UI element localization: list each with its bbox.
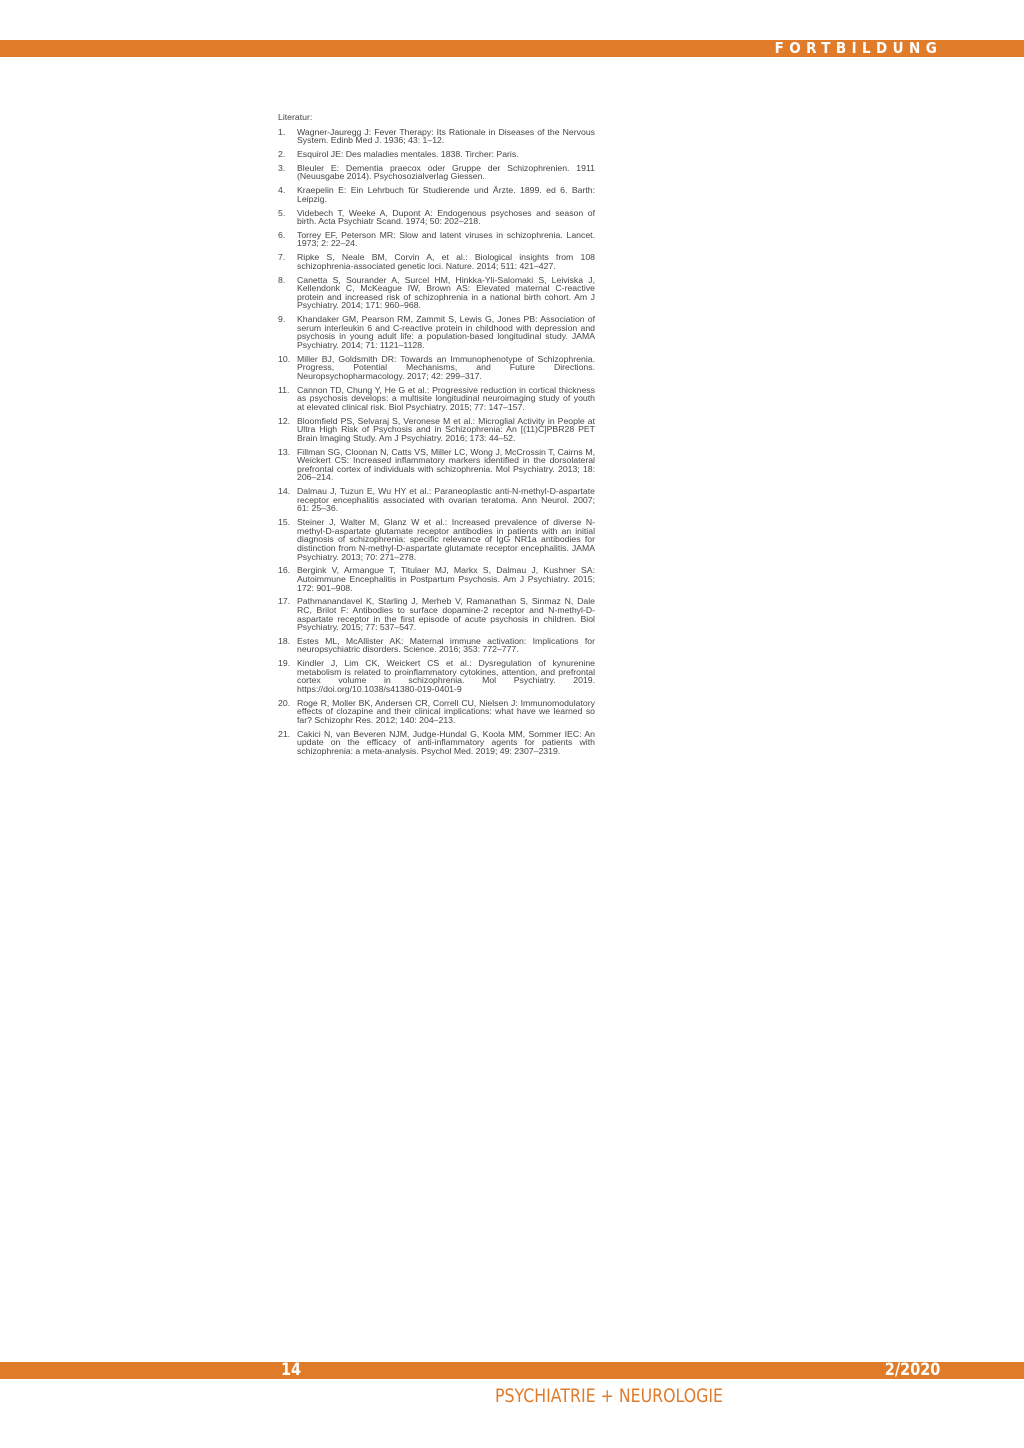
- section-label: FORTBILDUNG: [774, 39, 942, 57]
- reference-text: Khandaker GM, Pearson RM, Zammit S, Lewis G, Jones PB: Association of serum interleukin 6 and C-reactive protein in childhood with depression and psychosis in young adult life: a population-based longitudinal study. JAMA Psychiatry. 2014; 71: 1121–1128.: [297, 314, 595, 350]
- reference-item: [278, 566, 595, 592]
- footer-band: [0, 1362, 1024, 1379]
- reference-text: Videbech T, Weeke A, Dupont A: Endogenous psychoses and season of birth. Acta Psychiatr Scand. 1974; 50: 202–218.: [297, 207, 595, 227]
- reference-text: Esquirol JE: Des maladies mentales. 1838. Tircher: Paris.: [297, 148, 519, 159]
- reference-item: [278, 253, 595, 270]
- reference-number: 17.: [278, 596, 291, 607]
- reference-text: Kindler J, Lim CK, Weickert CS et al.: Dysregulation of kynurenine metabolism is related to proinflammatory cytokines, attention, and prefrontal cortex volume in schizophrenia. Mol Psychiatry. 2019. https://doi.org/10.1038/s41380-019-0401-9: [297, 658, 595, 695]
- page-number: 14: [281, 1360, 302, 1380]
- reference-number: 8.: [278, 274, 286, 285]
- reference-item: [278, 164, 595, 181]
- reference-number: 16.: [278, 565, 291, 576]
- reference-number: 1.: [278, 126, 286, 137]
- reference-text: Kraepelin E: Ein Lehrbuch für Studierende und Ärzte. 1899. ed 6. Barth: Leipzig.: [297, 185, 595, 204]
- reference-text: Fillman SG, Cloonan N, Catts VS, Miller LC, Wong J, McCrossin T, Cairns M, Weickert CS: Increased inflammatory markers identified in the dorsolateral prefrontal cortex of individuals with schizophrenia. Mol Psychiatry. 2013; 18: 206–214.: [297, 446, 595, 483]
- reference-item: [278, 186, 595, 203]
- reference-number: 21.: [278, 728, 291, 739]
- reference-item: [278, 355, 595, 381]
- reference-item: [278, 315, 595, 349]
- reference-number: 2.: [278, 148, 286, 159]
- reference-text: Miller BJ, Goldsmith DR: Towards an Immunophenotype of Schizophrenia. Progress, Potential Mechanisms, and Future Directions. Neuropsychopharmacology. 2017; 42: 299–317.: [297, 353, 595, 381]
- reference-item: [278, 448, 595, 482]
- reference-item: [278, 699, 595, 725]
- reference-text: Pathmanandavel K, Starling J, Merheb V, Ramanathan S, Sinmaz N, Dale RC, Brilot F: Antibodies to surface dopamine-2 receptor and N-methyl-D-aspartate receptor in the first episode of acute psychosis in children. Biol Psychiatry. 2015; 77: 537–547.: [297, 596, 595, 633]
- reference-number: 15.: [278, 517, 291, 528]
- reference-number: 20.: [278, 697, 291, 708]
- reference-item: [278, 637, 595, 654]
- reference-number: 3.: [278, 162, 286, 173]
- reference-text: Cakici N, van Beveren NJM, Judge-Hundal G, Koola MM, Sommer IEC: An update on the efficacy of anti-inflammatory agents for patients with schizophrenia: a meta-analysis. Psychol Med. 2019; 49: 2307–2319.: [297, 728, 595, 756]
- reference-number: 5.: [278, 207, 286, 218]
- reference-text: Estes ML, McAllister AK: Maternal immune activation: Implications for neuropsychiatric disorders. Science. 2016; 353: 772–777.: [297, 635, 595, 655]
- reference-item: [278, 597, 595, 631]
- reference-text: Torrey EF, Peterson MR: Slow and latent viruses in schizophrenia. Lancet. 1973; 2: 22–24.: [297, 229, 595, 249]
- reference-text: Bergink V, Armangue T, Titulaer MJ, Markx S, Dalmau J, Kushner SA: Autoimmune Encephalitis in Postpartum Psychosis. Am J Psychiatry. 2015; 172: 901–908.: [297, 565, 595, 593]
- reference-text: Roge R, Moller BK, Andersen CR, Correll CU, Nielsen J: Immunomodulatory effects of clozapine and their clinical implications: what have we learned so far? Schizophr Res. 2012; 140: 204–213.: [297, 697, 595, 725]
- reference-text: Bloomfield PS, Selvaraj S, Veronese M et al.: Microglial Activity in People at Ultra High Risk of Psychosis and in Schizophrenia: An [(11)C]PBR28 PET Brain Imaging Study. Am J Psychiatry. 2016; 173: 44–52.: [297, 415, 595, 443]
- reference-text: Wagner-Jauregg J: Fever Therapy: Its Rationale in Diseases of the Nervous System. Edinb Med J. 1936; 43: 1–12.: [297, 126, 595, 146]
- reference-number: 11.: [278, 384, 290, 395]
- reference-text: Cannon TD, Chung Y, He G et al.: Progressive reduction in cortical thickness as psychosis develops: a multisite longitudinal neuroimaging study of youth at elevated clinical risk. Biol Psychiatry. 2015; 77: 147–157.: [297, 384, 595, 412]
- journal-title: PSYCHIATRIE + NEUROLOGIE: [495, 1385, 723, 1407]
- reference-number: 13.: [278, 446, 291, 457]
- reference-item: [278, 730, 595, 756]
- reference-heading: Literatur:: [278, 112, 313, 122]
- reference-item: [278, 128, 595, 145]
- reference-number: 4.: [278, 185, 286, 196]
- reference-text: Steiner J, Walter M, Glanz W et al.: Increased prevalence of diverse N-methyl-D-aspartate glutamate receptor antibodies in patients with an initial diagnosis of schizophrenia: specific relevance of IgG NR1a antibodies for distinction from N-methyl-D-aspartate glutamate receptor encephalitis. JAMA Psychiatry. 2013; 70: 271–278.: [297, 517, 595, 562]
- reference-items: [278, 128, 595, 756]
- reference-number: 10.: [278, 353, 291, 364]
- reference-text: Bleuler E: Dementia praecox oder Gruppe der Schizophrenien. 1911 (Neuusgabe 2014). Psychosozialverlag Giessen.: [297, 162, 595, 182]
- reference-item: [278, 231, 595, 248]
- reference-list: [278, 113, 595, 761]
- reference-item: [278, 487, 595, 513]
- reference-number: 19.: [278, 658, 291, 669]
- reference-item: [278, 417, 595, 443]
- issue-number: 2/2020: [884, 1360, 940, 1380]
- reference-text: Dalmau J, Tuzun E, Wu HY et al.: Paraneoplastic anti-N-methyl-D-aspartate receptor encephalitis associated with ovarian teratoma. Ann Neurol. 2007; 61: 25–36.: [297, 486, 595, 514]
- reference-number: 12.: [278, 415, 291, 426]
- reference-number: 7.: [278, 252, 286, 263]
- reference-item: [278, 518, 595, 561]
- reference-text: Canetta S, Sourander A, Surcel HM, Hinkka-Yli-Salomaki S, Leiviska J, Kellendonk C, McKeague IW, Brown AS: Elevated maternal C-reactive protein and increased risk of schizophrenia in a national birth cohort. Am J Psychiatry. 2014; 171: 960–968.: [297, 274, 595, 311]
- reference-item: [278, 276, 595, 310]
- reference-item: [278, 150, 595, 159]
- reference-text: Ripke S, Neale BM, Corvin A, et al.: Biological insights from 108 schizophrenia-associated genetic loci. Nature. 2014; 511: 421–427.: [297, 252, 595, 271]
- reference-item: [278, 659, 595, 693]
- reference-number: 14.: [278, 486, 291, 497]
- reference-number: 18.: [278, 635, 291, 646]
- reference-number: 9.: [278, 314, 286, 325]
- reference-number: 6.: [278, 229, 286, 240]
- reference-item: [278, 386, 595, 412]
- reference-item: [278, 209, 595, 226]
